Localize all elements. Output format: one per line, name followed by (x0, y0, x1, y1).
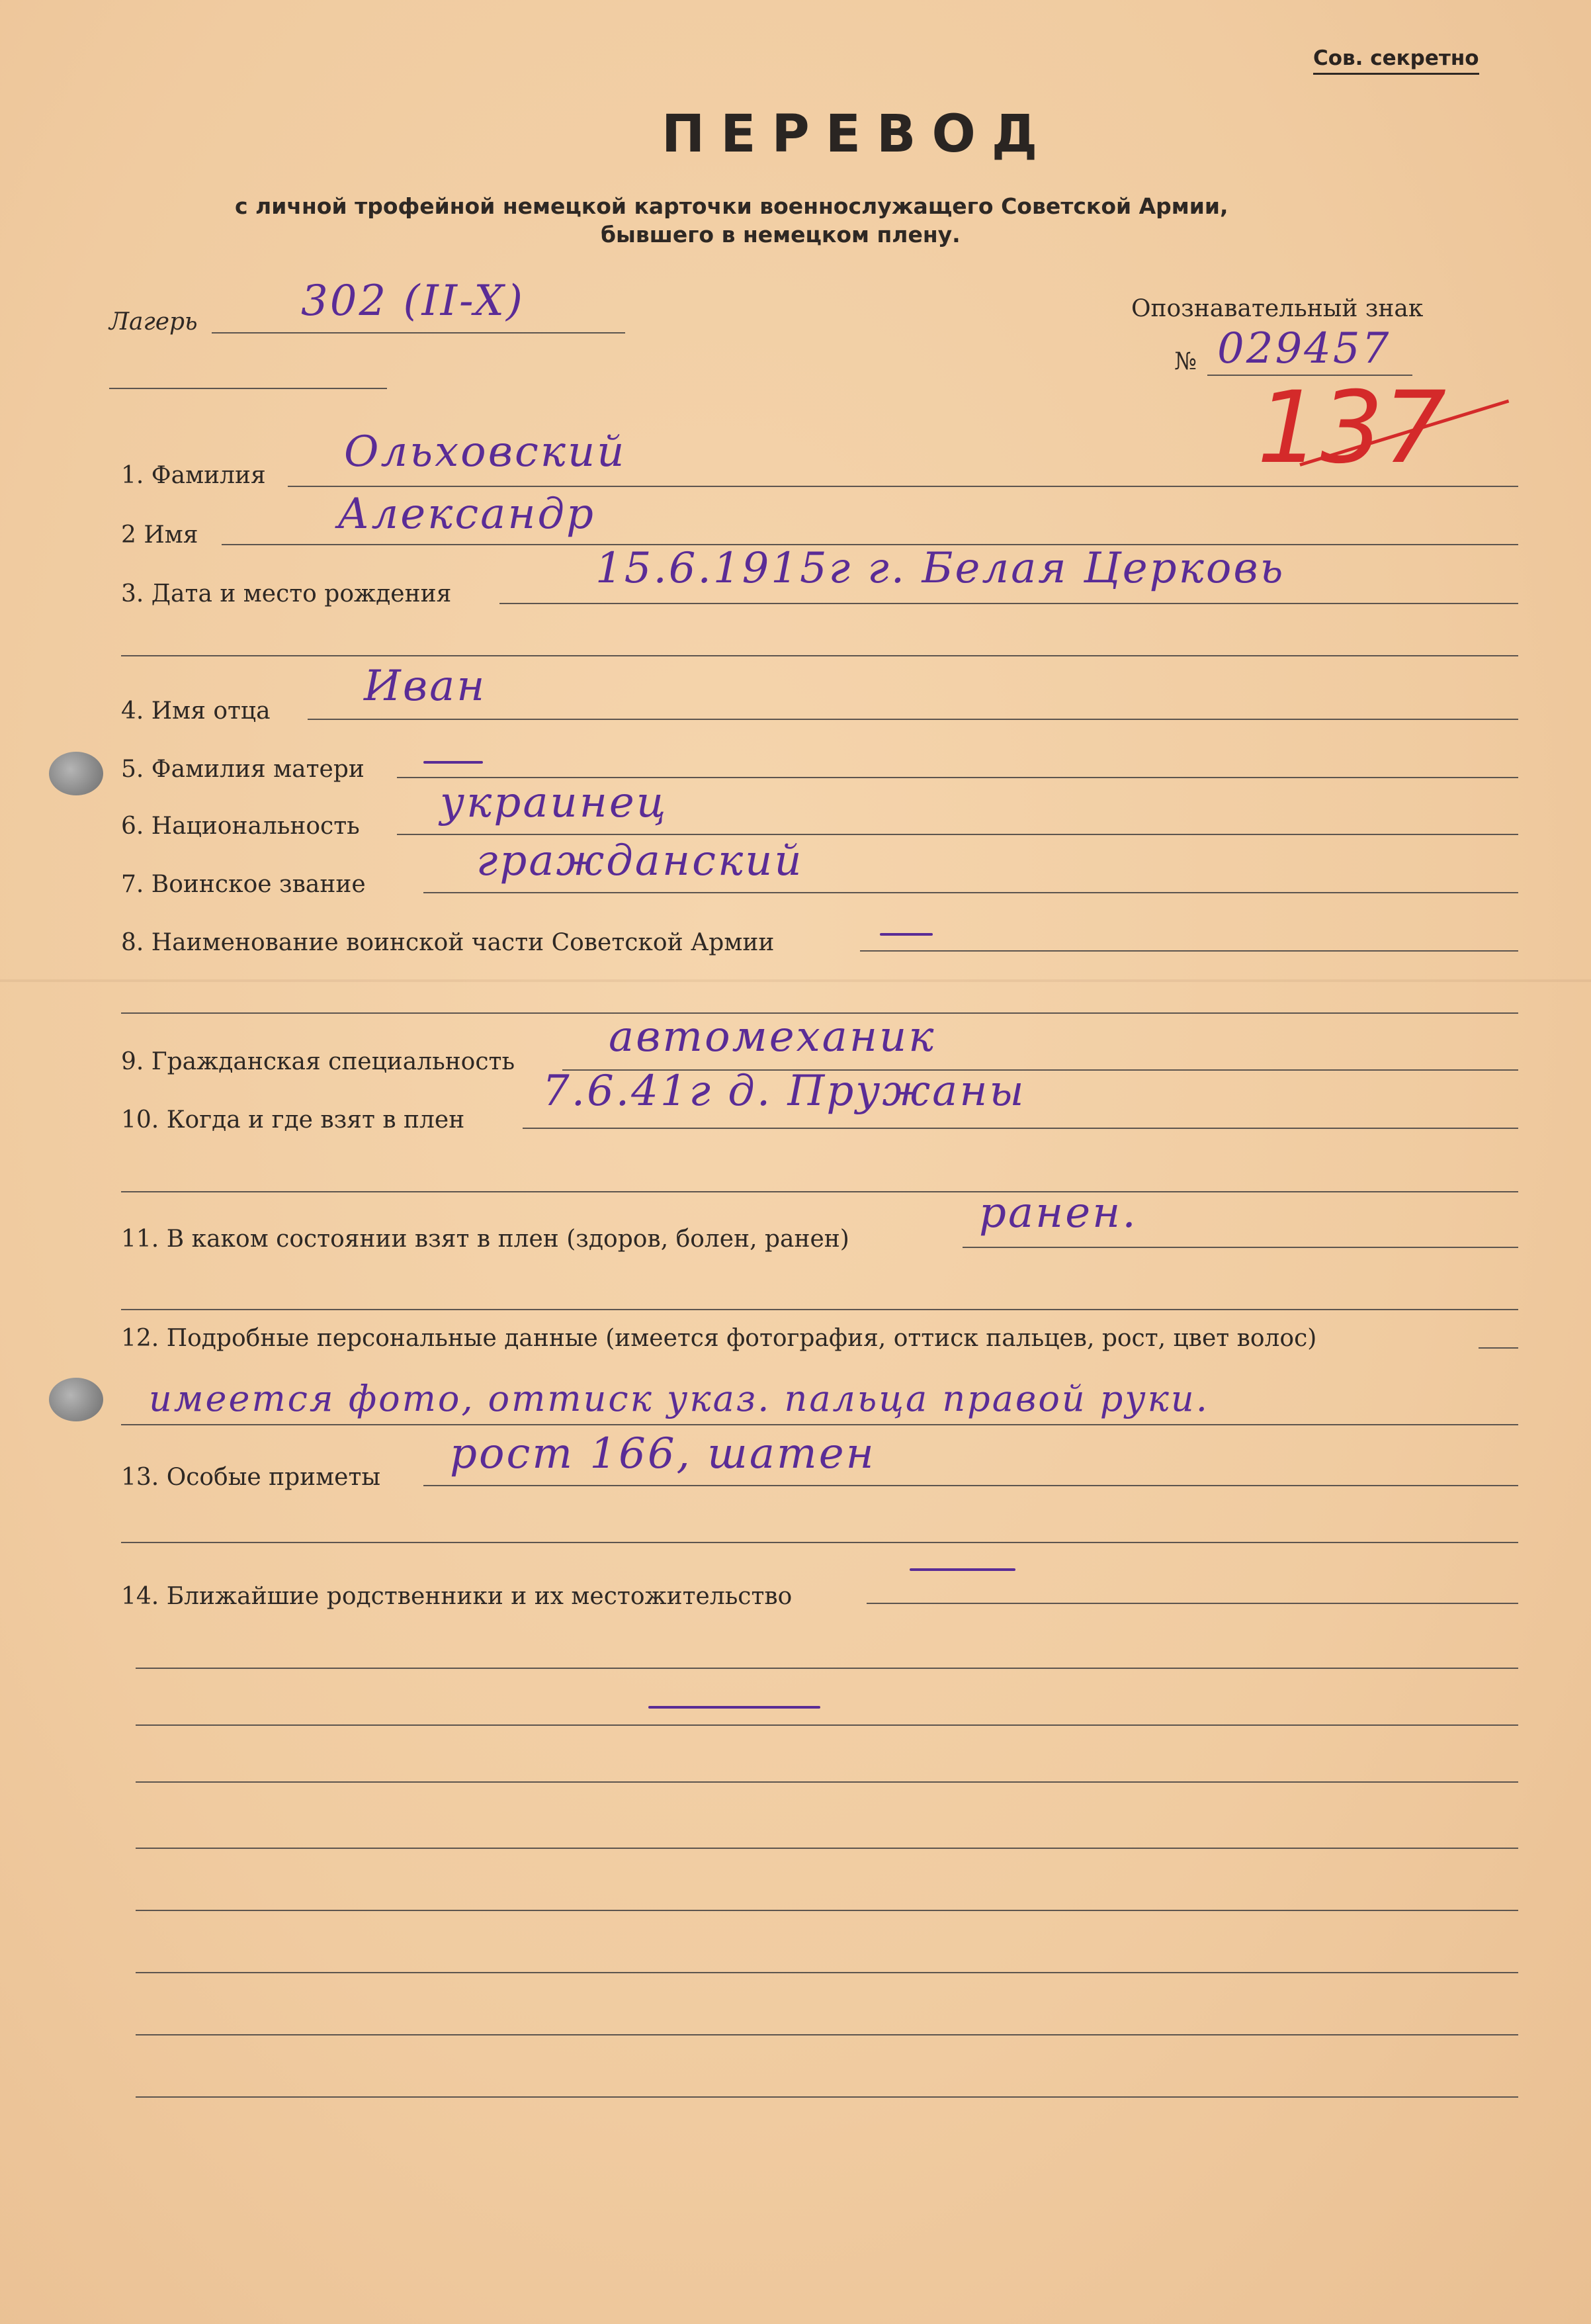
punch-hole-top (49, 752, 103, 795)
field-12-value: имеется фото, оттиск указ. пальца правой руки. (149, 1378, 1209, 1419)
field-7-line (423, 892, 1518, 893)
field-6-value: украинец (440, 778, 668, 827)
blank-line (136, 1781, 1518, 1783)
field-7-label: 7. Воинское звание (121, 871, 366, 898)
field-10-second-line (121, 1191, 1518, 1192)
blank-line (136, 1972, 1518, 1973)
id-tag-label: Опознавательный знак (1131, 295, 1424, 322)
punch-hole-bottom (49, 1378, 103, 1421)
field-8-dash (880, 933, 933, 936)
camp-label: Лагерь (109, 308, 198, 335)
field-11-second-line (121, 1309, 1518, 1310)
field-14-label: 14. Ближайшие родственники и их местожительство (121, 1583, 793, 1610)
field-14-line (867, 1603, 1518, 1604)
field-12-line (1479, 1347, 1518, 1349)
camp-second-line (109, 388, 387, 389)
field-11-value: ранен. (979, 1188, 1138, 1237)
field-11-label: 11. В каком состоянии взят в плен (здоров, болен, ранен) (121, 1226, 849, 1253)
field-4-value: Иван (364, 662, 487, 711)
field-12-label: 12. Подробные персональные данные (имеется фотография, оттиск пальцев, рост, цвет волос) (121, 1325, 1317, 1352)
field-11-line (963, 1247, 1518, 1248)
relatives-dash (648, 1706, 820, 1709)
blank-line (136, 2034, 1518, 2035)
field-14-dash (910, 1568, 1015, 1571)
field-13-value: рост 166, шатен (450, 1429, 876, 1478)
red-handwritten-mark: 137 (1257, 371, 1447, 486)
blank-line (136, 1848, 1518, 1849)
camp-underline (212, 332, 625, 334)
field-10-line (523, 1128, 1518, 1129)
field-2-label: 2 Имя (121, 521, 198, 549)
field-13-second-line (121, 1542, 1518, 1543)
subtitle-line-1: с личной трофейной немецкой карточки военнослужащего Советской Армии, (235, 193, 1228, 219)
field-9-value: автомеханик (609, 1012, 936, 1061)
field-13-line (423, 1485, 1518, 1486)
id-tag-number: 029457 (1217, 324, 1391, 373)
field-5-label: 5. Фамилия матери (121, 756, 365, 783)
field-1-label: 1. Фамилия (121, 462, 266, 489)
field-13-label: 13. Особые приметы (121, 1464, 381, 1491)
classification-stamp: Сов. секретно (1313, 46, 1479, 75)
page-title: ПЕРЕВОД (662, 105, 1054, 164)
blank-line (136, 2096, 1518, 2098)
field-12-second-line (121, 1424, 1518, 1425)
field-10-value: 7.6.41г д. Пружаны (542, 1067, 1026, 1116)
blank-line (136, 1910, 1518, 1911)
subtitle-line-2: бывшего в немецком плену. (601, 222, 961, 247)
blank-line (136, 1724, 1518, 1726)
field-5-dash (423, 761, 483, 764)
field-3-line (499, 603, 1518, 604)
paper-fold (0, 979, 1591, 982)
camp-value: 302 (II-X) (301, 277, 525, 326)
field-2-value: Александр (337, 490, 595, 539)
field-3-second-line (121, 655, 1518, 656)
id-tag-number-prefix: № (1174, 348, 1197, 375)
field-10-label: 10. Когда и где взят в плен (121, 1106, 465, 1134)
field-7-value: гражданский (476, 836, 804, 885)
field-3-label: 3. Дата и место рождения (121, 580, 452, 607)
blank-line (136, 1668, 1518, 1669)
field-1-line (288, 486, 1518, 487)
field-6-label: 6. Национальность (121, 813, 360, 840)
field-8-line (860, 950, 1518, 952)
field-8-label: 8. Наименование воинской части Советской Армии (121, 929, 775, 956)
field-9-label: 9. Гражданская специальность (121, 1048, 515, 1075)
field-6-line (397, 834, 1518, 835)
field-3-value: 15.6.1915г г. Белая Церковь (595, 544, 1285, 593)
field-4-line (308, 719, 1518, 720)
field-4-label: 4. Имя отца (121, 697, 271, 725)
field-1-value: Ольховский (344, 427, 626, 476)
